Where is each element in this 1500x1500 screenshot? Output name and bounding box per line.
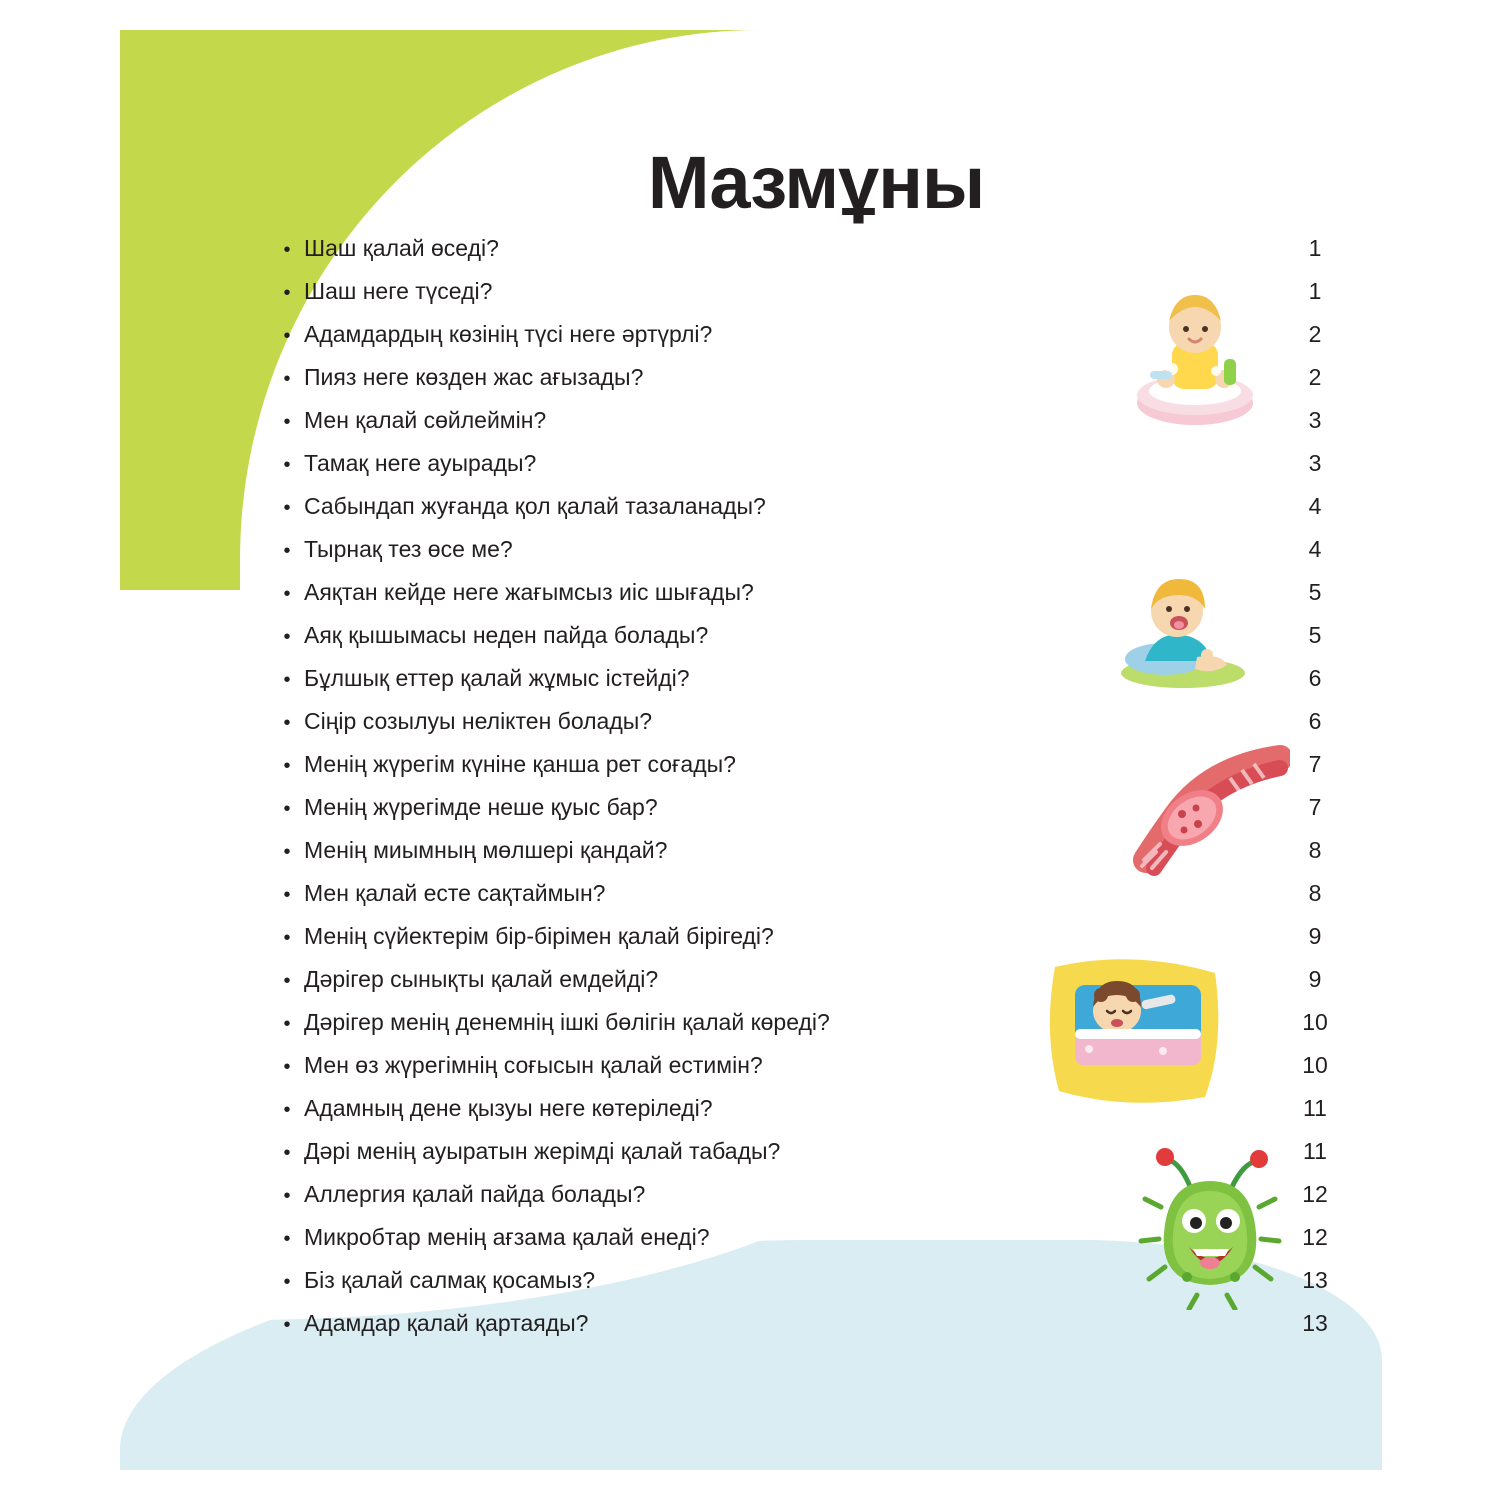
toc-entry-title: Сіңір созылуы неліктен болады? (304, 708, 653, 734)
toc-entry[interactable] (270, 493, 1360, 536)
bullet-icon: • (283, 368, 291, 390)
toc-entry-page-number: 8 (1308, 880, 1322, 906)
toc-entry-title: Менің сүйектерім бір-бірімен қалай бірігеді? (304, 923, 774, 949)
page-title: Мазмұны (647, 141, 985, 224)
toc-entry-title: Сабындап жуғанда қол қалай тазаланады? (304, 493, 766, 519)
toc-entry-page-number: 10 (1302, 1052, 1328, 1078)
bullet-icon: • (283, 841, 291, 863)
bullet-icon: • (283, 497, 291, 519)
toc-entry-page-number: 6 (1308, 665, 1322, 691)
toc-entry-title: Менің миымның мөлшері қандай? (304, 837, 668, 863)
bullet-icon: • (283, 1228, 291, 1250)
muscle-fiber-illustration (1130, 740, 1290, 885)
bullet-icon: • (283, 540, 291, 562)
toc-entry-page-number: 2 (1308, 364, 1322, 390)
toc-entry-page-number: 3 (1308, 407, 1322, 433)
toc-entry-page-number: 4 (1308, 536, 1322, 562)
toc-entry-page-number: 12 (1302, 1224, 1328, 1250)
toc-entry-title: Адамдар қалай қартаяды? (304, 1310, 589, 1336)
toc-entry-page-number: 7 (1308, 794, 1322, 820)
toc-entry-title: Пияз неге көзден жас ағызады? (304, 364, 644, 390)
toc-entry-page-number: 1 (1308, 235, 1322, 261)
toc-entry-title: Шаш неге түседі? (304, 278, 493, 304)
bullet-icon: • (283, 970, 291, 992)
toc-entry[interactable] (270, 235, 1360, 278)
toc-entry-title: Адамдардың көзінің түсі неге әртүрлі? (304, 321, 713, 347)
bullet-icon: • (283, 282, 291, 304)
bullet-icon: • (283, 239, 291, 261)
toc-entry-title: Шаш қалай өседі? (304, 235, 499, 261)
child-washing-hands-illustration (1120, 285, 1270, 435)
toc-entry-title: Тамақ неге ауырады? (304, 450, 537, 476)
bullet-icon: • (283, 1056, 291, 1078)
toc-entry-title: Аяқтан кейде неге жағымсыз иіс шығады? (304, 579, 754, 605)
bullet-icon: • (283, 669, 291, 691)
toc-entry-title: Дәрі менің ауыратын жерімді қалай табады? (304, 1138, 781, 1164)
toc-entry-title: Мен қалай сөйлеймін? (304, 407, 547, 433)
bullet-icon: • (283, 1142, 291, 1164)
toc-entry-title: Мен қалай есте сақтаймын? (304, 880, 606, 906)
bullet-icon: • (283, 1271, 291, 1293)
green-germ-illustration (1135, 1145, 1285, 1310)
toc-entry-page-number: 9 (1308, 966, 1322, 992)
bullet-icon: • (283, 884, 291, 906)
bullet-icon: • (283, 626, 291, 648)
toc-entry-title: Дәрігер менің денемнің ішкі бөлігін қалай көреді? (304, 1009, 830, 1035)
toc-entry-title: Менің жүрегімде неше қуыс бар? (304, 794, 658, 820)
toc-entry-page-number: 5 (1308, 579, 1322, 605)
bullet-icon: • (283, 583, 291, 605)
bullet-icon: • (283, 798, 291, 820)
toc-entry-page-number: 2 (1308, 321, 1322, 347)
toc-entry-title: Аяқ қышымасы неден пайда болады? (304, 622, 709, 648)
toc-entry-page-number: 8 (1308, 837, 1322, 863)
bullet-icon: • (283, 712, 291, 734)
toc-entry-page-number: 12 (1302, 1181, 1328, 1207)
bullet-icon: • (283, 1185, 291, 1207)
toc-entry-page-number: 11 (1303, 1138, 1327, 1164)
toc-entry-page-number: 13 (1302, 1267, 1328, 1293)
toc-entry-title: Аллергия қалай пайда болады? (304, 1181, 646, 1207)
toc-entry-page-number: 7 (1308, 751, 1322, 777)
toc-entry-title: Біз қалай салмақ қосамыз? (304, 1267, 596, 1293)
toc-entry-title: Бұлшық еттер қалай жұмыс істейді? (304, 665, 690, 691)
bullet-icon: • (283, 454, 291, 476)
toc-entry-page-number: 11 (1303, 1095, 1327, 1121)
child-holding-foot-illustration (1105, 565, 1260, 690)
toc-entry-page-number: 5 (1308, 622, 1322, 648)
toc-entry-page-number: 4 (1308, 493, 1322, 519)
toc-entry[interactable] (270, 450, 1360, 493)
bullet-icon: • (283, 1013, 291, 1035)
page-sheet (120, 30, 1382, 1470)
bullet-icon: • (283, 411, 291, 433)
bullet-icon: • (283, 1099, 291, 1121)
toc-entry[interactable] (270, 880, 1360, 923)
toc-entry-title: Мен өз жүрегімнің соғысын қалай естимін? (304, 1052, 763, 1078)
sick-child-in-bed-illustration (1045, 945, 1230, 1105)
bullet-icon: • (283, 325, 291, 347)
toc-entry-title: Адамның дене қызуы неге көтеріледі? (304, 1095, 713, 1121)
toc-entry[interactable] (270, 1310, 1360, 1353)
toc-entry-page-number: 6 (1308, 708, 1322, 734)
toc-entry-title: Менің жүрегім күніне қанша рет соғады? (304, 751, 736, 777)
bullet-icon: • (283, 1314, 291, 1336)
toc-entry-page-number: 13 (1302, 1310, 1328, 1336)
toc-entry-page-number: 1 (1308, 278, 1322, 304)
toc-entry-page-number: 3 (1308, 450, 1322, 476)
toc-entry-title: Тырнақ тез өсе ме? (304, 536, 513, 562)
bullet-icon: • (283, 927, 291, 949)
bullet-icon: • (283, 755, 291, 777)
toc-entry-page-number: 10 (1302, 1009, 1328, 1035)
toc-entry-title: Микробтар менің ағзама қалай енеді? (304, 1224, 710, 1250)
toc-entry-page-number: 9 (1308, 923, 1322, 949)
toc-entry-title: Дәрігер сынықты қалай емдейді? (304, 966, 659, 992)
